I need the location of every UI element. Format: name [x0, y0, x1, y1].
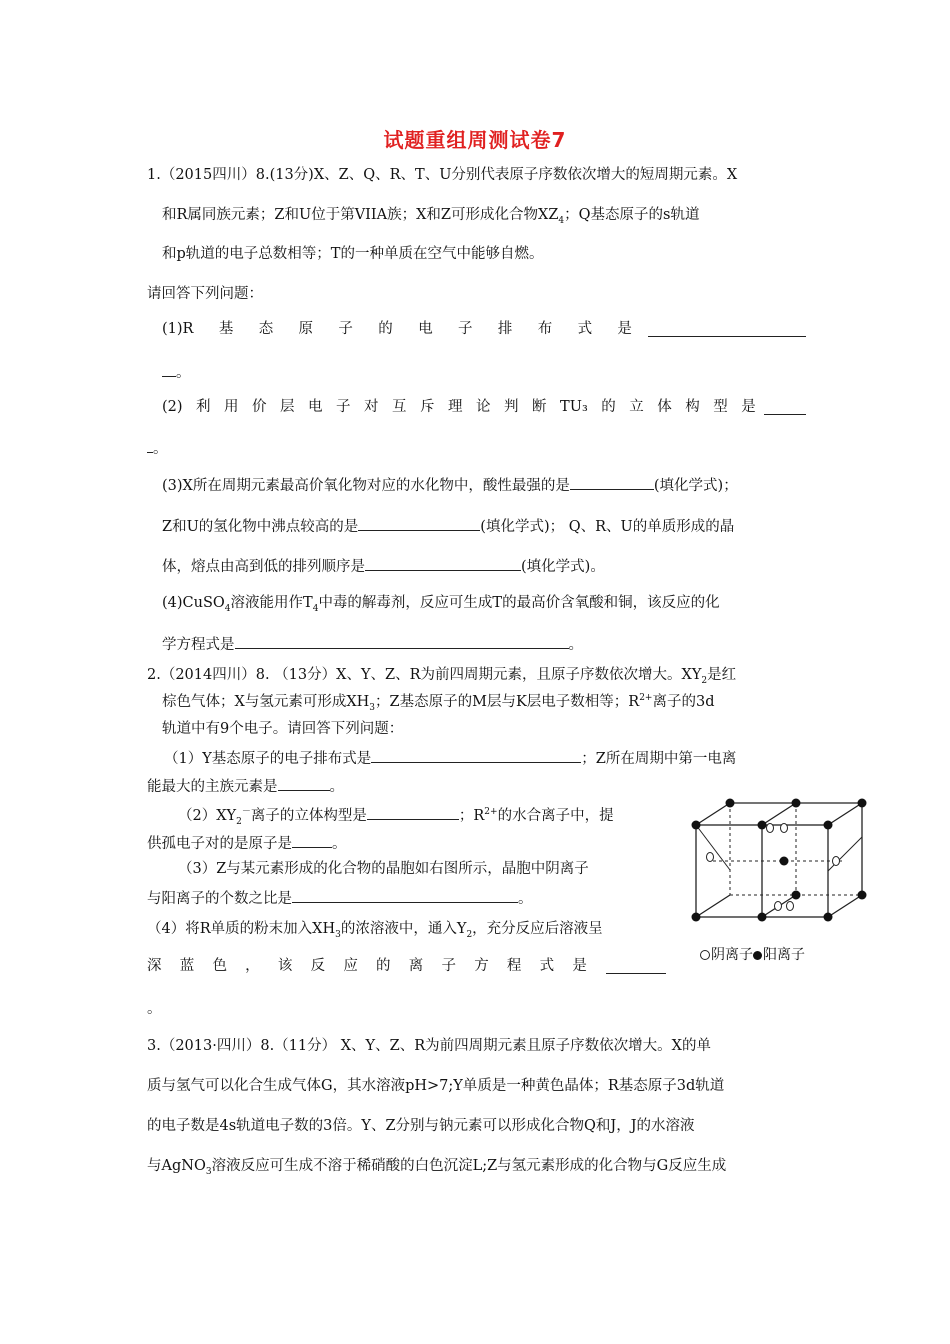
q3-line-4: 与AgNO$_3$溶液反应可生成不溶于稀硝酸的白色沉淀L;Z与氢元素形成的化合物与G反应生成	[147, 1158, 727, 1177]
q1-part1-blank[interactable]	[648, 322, 806, 337]
q2-part4-line-1: （4）将R单质的粉末加入$XH_3$的浓溶液中，通入$Y_2$，充分反应后溶液呈	[147, 921, 603, 940]
q2-line-1: 2.（2014四川）8. （13分）X、Y、Z、R为前四周期元素，且原子序数依次增大。$XY_2$是红	[147, 667, 737, 686]
q2-line-3: 轨道中有9个电子。请回答下列问题：	[162, 721, 404, 737]
cation-legend-icon	[753, 951, 762, 960]
q1-part4-line-2: 学方程式是 。	[162, 634, 583, 654]
q1-part1-end: 。	[162, 362, 191, 382]
q3-line-3: 的电子数是4s轨道电子数的3倍。Y、Z分别与钠元素可以形成化合物Q和J，J的水溶液	[147, 1118, 695, 1134]
q1-line-2: 和R属同族元素；Z和U位于第VIIA族；X和Z可形成化合物$XZ_4$；Q基态原子的s轨道	[162, 207, 700, 226]
q3-line-2: 质与氢气可以化合生成气体G，其水溶液pH>7;Y单质是一种黄色晶体；R基态原子3d轨道	[147, 1078, 725, 1094]
q2-part1-blank-2[interactable]	[278, 776, 330, 791]
q2-part4-words: 深 蓝 色 ， 该 反 应 的 离 子 方 程 式 是	[147, 958, 587, 974]
q1-part4-line-1: (4)CuSO$_4$溶液能用作$T_4$中毒的解毒剂，反应可生成T的最高价含氧酸和铜，该反应的化	[162, 595, 720, 614]
q1-part3-blank-3[interactable]	[365, 556, 521, 571]
q1-ask: 请回答下列问题：	[147, 286, 263, 302]
q1-part1-words: (1)R 基 态 原 子 的 电 子 排 布 式 是	[162, 321, 632, 337]
cation-legend-label: 阳离子	[763, 947, 805, 963]
q2-part3-blank[interactable]	[292, 888, 518, 903]
q1-part3-blank-1[interactable]	[570, 475, 654, 490]
q2-part4-end: 。	[147, 1001, 162, 1017]
q2-part2-line-1: $(2)XY_2^-$离子的立体构型是 ；$R^{2+}$的水合离子中，提	[178, 805, 614, 825]
q1-part1-blank-cont[interactable]	[162, 362, 176, 377]
q2-part2-line-2: 供孤电子对的是原子是 。	[147, 833, 347, 853]
q2-part2-blank-1[interactable]	[367, 805, 459, 820]
q2-part3-line-2: 与阳离子的个数之比是 。	[147, 888, 533, 908]
crystal-legend	[700, 944, 805, 964]
q2-line-2: 棕色气体；X与氢元素可形成$XH_3$；Z基态原子的M层与K层电子数相等；$R^{2+}$离子的3d	[162, 693, 715, 713]
anion-legend-icon	[700, 950, 710, 960]
q1-part3-line-1: (3)X所在周期元素最高价氧化物对应的水化物中，酸性最强的是 (填化学式)；	[162, 475, 738, 495]
page-title: 试题重组周测试卷7	[383, 128, 567, 152]
q2-part1-line-2: 能最大的主族元素是 。	[147, 776, 344, 796]
q1-line-1: 1.（2015四川）8.(13分)X、Z、Q、R、T、U分别代表原子序数依次增大的短周期元素。X	[147, 167, 738, 183]
q2-part3-line-1: （3）Z与某元素形成的化合物的晶胞如右图所示，晶胞中阴离子	[178, 861, 589, 877]
q3-line-1: 3.（2013·四川）8.（11分） X、Y、Z、R为前四周期元素且原子序数依次增大。X的单	[147, 1038, 711, 1054]
q2-part2-blank-2[interactable]	[292, 833, 332, 848]
q1-part2-end: 。	[147, 438, 168, 458]
q1-part3-line-3: 体，熔点由高到低的排列顺序是 (填化学式)。	[162, 556, 605, 576]
crystal-cell-figure	[686, 798, 876, 938]
q1-part3-blank-2[interactable]	[358, 516, 480, 531]
q1-part2-blank[interactable]	[764, 400, 806, 415]
q1-part3-line-2: Z和U的氢化物中沸点较高的是 (填化学式)； Q、R、U的单质形成的晶	[162, 516, 734, 536]
q1-part4-blank[interactable]	[235, 634, 569, 649]
q2-part4-blank[interactable]	[606, 959, 666, 974]
q2-part1-line-1: （1）Y基态原子的电子排布式是 ；Z所在周期中第一电离	[164, 748, 736, 768]
q1-line-3: 和p轨道的电子总数相等；T的一种单质在空气中能够自燃。	[162, 246, 544, 262]
anion-legend-label: 阴离子	[711, 947, 753, 963]
q1-part2-words: (2) 利 用 价 层 电 子 对 互 斥 理 论 判 断 TU₃ 的 立 体 构 型 是	[162, 399, 756, 415]
q2-part1-blank-1[interactable]	[371, 748, 581, 763]
